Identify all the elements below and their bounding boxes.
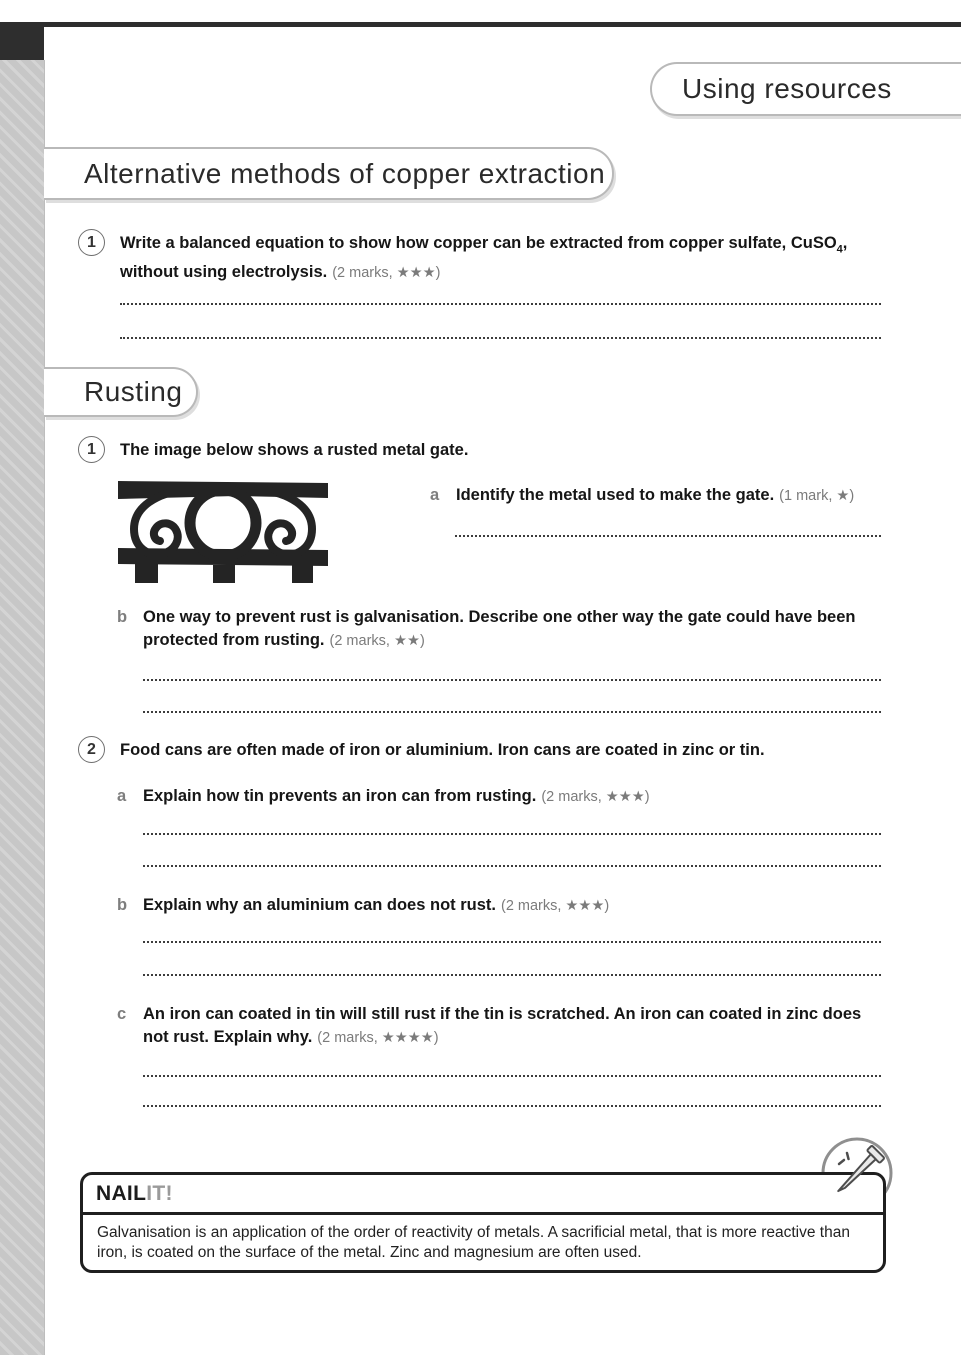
subquestion-text-part: Explain why an aluminium can does not rust. xyxy=(143,896,496,914)
subquestion-cans-b xyxy=(117,894,883,918)
question-number: 1 xyxy=(87,440,96,458)
subquestion-text-part: One way to prevent rust is galvanisation. Describe one other way the gate could have been protected from rusting. xyxy=(143,608,856,649)
subquestion-cans-c xyxy=(117,1003,889,1050)
question-number: 1 xyxy=(87,233,96,251)
subquestion-text xyxy=(456,484,854,508)
subquestion-text xyxy=(143,1003,889,1050)
subquestion-cans-a xyxy=(117,785,883,809)
subquestion-text xyxy=(143,785,650,809)
answer-line xyxy=(143,711,881,713)
section-title-copper: Alternative methods of copper extraction xyxy=(84,157,606,189)
question-text-cans: Food cans are often made of iron or aluminium. Iron cans are coated in zinc or tin. xyxy=(120,741,765,759)
subquestion-gate-b xyxy=(117,606,883,653)
subquestion-gate-a xyxy=(430,484,885,508)
subquestion-text-part: Explain how tin prevents an iron can from rusting. xyxy=(143,787,537,805)
subquestion-label: a xyxy=(430,486,440,504)
nail-it-title-light: IT! xyxy=(146,1181,173,1205)
answer-line xyxy=(143,974,881,976)
question-number-badge xyxy=(78,436,105,463)
gate-left-scroll xyxy=(134,489,188,555)
answer-line xyxy=(120,303,881,305)
question-text-copper xyxy=(120,232,886,285)
subquestion-text xyxy=(143,894,609,918)
nail-it-title-strong: NAIL xyxy=(96,1181,147,1205)
marks-label: (2 marks, ★★) xyxy=(329,633,425,649)
subquestion-label: b xyxy=(117,896,128,914)
chemical-subscript: 4 xyxy=(836,243,843,256)
answer-line xyxy=(143,1105,881,1107)
left-margin-stripe xyxy=(0,60,45,1355)
question-number: 2 xyxy=(87,740,96,758)
subquestion-label: b xyxy=(117,608,128,626)
nail-icon xyxy=(820,1136,894,1210)
section-banner-copper xyxy=(44,147,614,200)
answer-line xyxy=(143,1075,881,1077)
gate-right-scroll xyxy=(258,489,312,555)
corner-block xyxy=(0,22,44,60)
chapter-title: Using resources xyxy=(682,73,892,104)
subquestion-text-part: Identify the metal used to make the gate. xyxy=(456,486,775,504)
rusted-gate-image xyxy=(118,471,328,583)
question-text-gate: The image below shows a rusted metal gate. xyxy=(120,441,469,459)
answer-line xyxy=(143,833,881,835)
question-text-part: , without using electrolysis. xyxy=(120,234,848,282)
answer-line xyxy=(143,941,881,943)
nail-it-box xyxy=(80,1172,886,1273)
section-banner-rusting xyxy=(44,367,198,417)
question-number-badge xyxy=(78,229,105,256)
subquestion-label: c xyxy=(117,1005,127,1023)
answer-line xyxy=(143,865,881,867)
answer-line xyxy=(455,535,881,537)
marks-label: (1 mark, ★) xyxy=(779,488,855,504)
nail-it-body: Galvanisation is an application of the order of reactivity of metals. A sacrificial metal, that is more reactive than iron, is coated on the surface of the metal. Zinc and magnesium are often used. xyxy=(97,1224,850,1261)
marks-label: (2 marks, ★★★★) xyxy=(317,1030,439,1046)
subquestion-text-part: An iron can coated in tin will still rust if the tin is scratched. An iron can coated in zinc does not rust. Explain why. xyxy=(143,1005,862,1046)
marks-label: (2 marks, ★★★) xyxy=(541,789,650,805)
question-text-part: Write a balanced equation to show how copper can be extracted from copper sulfate, CuSO xyxy=(120,234,837,252)
nail-it-header xyxy=(83,1175,883,1215)
question-number-badge xyxy=(78,736,105,763)
marks-label: (2 marks, ★★★) xyxy=(332,265,441,282)
subquestion-text xyxy=(143,606,883,653)
marks-label: (2 marks, ★★★) xyxy=(500,898,610,914)
answer-line xyxy=(143,679,881,681)
subquestion-label: a xyxy=(117,787,127,805)
section-title-rusting: Rusting xyxy=(84,376,183,407)
chapter-banner xyxy=(650,62,961,116)
top-rule-bar xyxy=(0,22,961,27)
answer-line xyxy=(120,337,881,339)
